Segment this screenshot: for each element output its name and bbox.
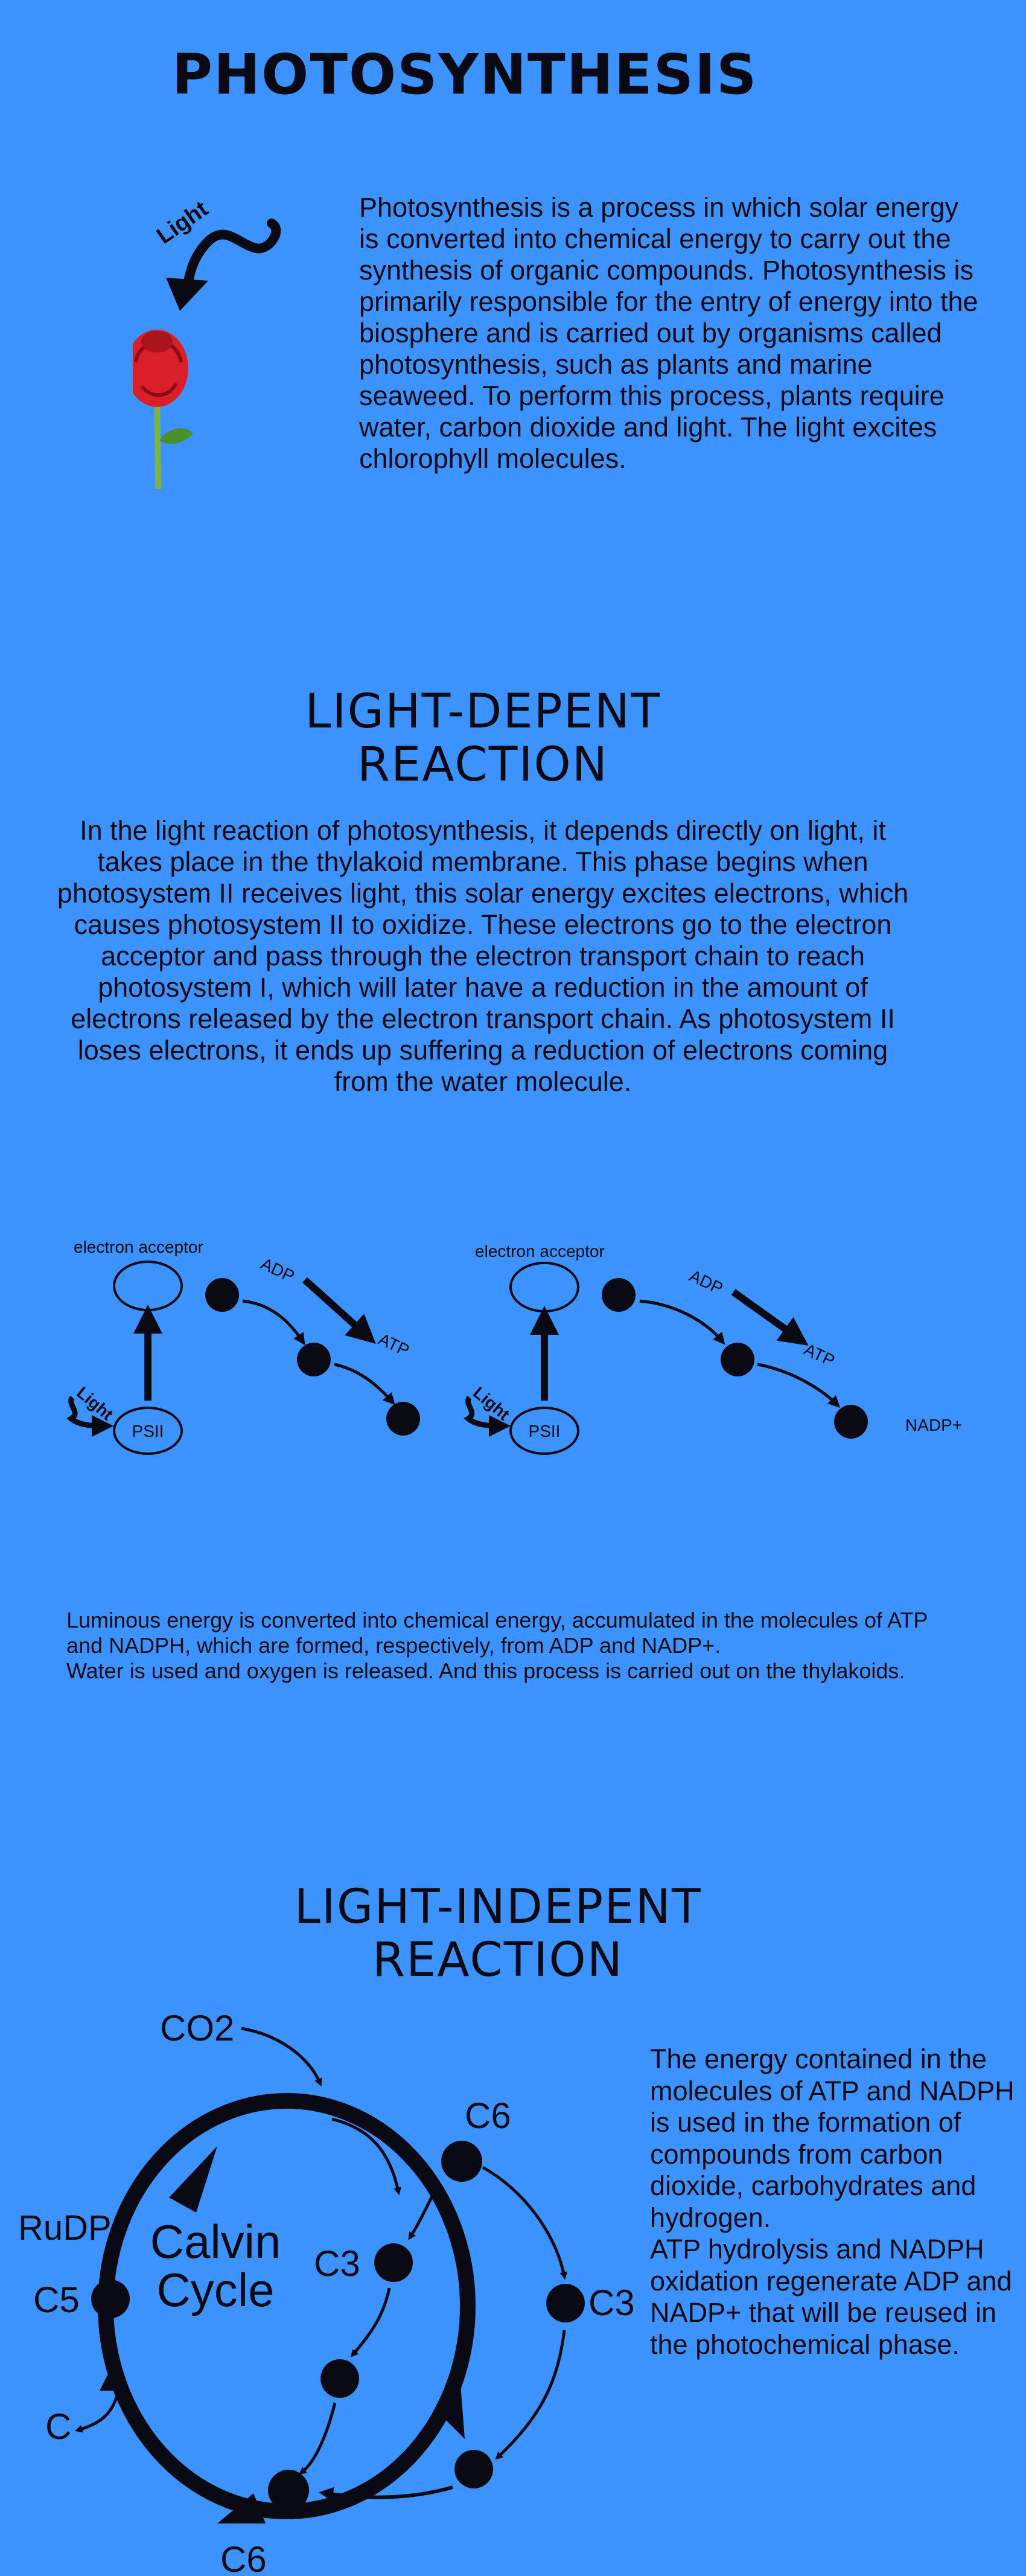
c3-outer-node bbox=[546, 2284, 585, 2322]
electron-acceptor-node bbox=[114, 1262, 182, 1310]
psii-label: PSII bbox=[528, 1422, 561, 1440]
light-label: Light bbox=[470, 1382, 514, 1424]
calvin-label-line1: Calvin bbox=[150, 2215, 281, 2268]
c5-label: C5 bbox=[33, 2280, 80, 2320]
flow-arrow-icon bbox=[410, 2185, 438, 2237]
c-arrow-icon bbox=[78, 2394, 118, 2430]
flow-arrow-icon bbox=[353, 2288, 389, 2354]
flow-arrow-icon bbox=[302, 2403, 335, 2472]
calvin-label-line2: Cycle bbox=[156, 2263, 275, 2316]
atp-label: ATP bbox=[375, 1329, 413, 1360]
light-dependent-paragraph: In the light reaction of photosynthesis, it depends directly on light, it takes place in the thylakoid membrane. This phase begins when photosystem II receives light, this solar energy excites electrons, which causes photosystem II to oxidize. These electrons go to the electron acceptor and pass through the electron transport chain to reach photosystem I, which will later have a reduction in the amount of electrons released by the electron transport chain. As photosystem II loses electrons, it ends up suffering a reduction of electrons coming from the water molecule. bbox=[57, 815, 909, 1097]
light-label: Light bbox=[73, 1382, 117, 1424]
atp-label: ATP bbox=[801, 1340, 838, 1370]
summary-line-2: Water is used and oxygen is released. And this process is carried out on the thylakoids. bbox=[66, 1658, 905, 1683]
electron-carrier-2 bbox=[721, 1343, 754, 1376]
light-independent-title bbox=[211, 1881, 785, 1987]
carrier-arrow-icon bbox=[334, 1364, 391, 1401]
rose-leaf-icon bbox=[159, 428, 193, 444]
electron-carrier-1 bbox=[205, 1278, 239, 1312]
light-dependent-summary bbox=[66, 1608, 942, 1684]
li-text-line-1: The energy contained in the molecules of ATP and NADPH is used in the formation of compounds from carbon dioxide, carbohydrates and hydrogen. bbox=[650, 2044, 1015, 2233]
carrier-arrow-icon bbox=[640, 1301, 721, 1340]
light-dependent-title-line1: LIGHT-DEPENT bbox=[305, 685, 661, 739]
electron-acceptor-node bbox=[511, 1263, 578, 1311]
summary-line-1: Luminous energy is converted into chemical energy, accumulated in the molecules of ATP and NADPH, which are formed, respectively, from ADP and NADP+. bbox=[66, 1608, 928, 1658]
calvin-cycle-diagram bbox=[0, 1992, 646, 2576]
adp-to-atp-arrow-icon bbox=[305, 1280, 365, 1334]
electron-carrier-1 bbox=[602, 1278, 636, 1312]
light-arrowhead-icon bbox=[166, 278, 208, 311]
flow-arrow-icon bbox=[498, 2330, 564, 2457]
li-text-line-2: ATP hydrolysis and NADPH oxidation regenerate ADP and NADP+ that will be reused in the photochemical phase. bbox=[650, 2234, 1012, 2360]
electron-carrier-3 bbox=[386, 1402, 420, 1436]
electron-carrier-3 bbox=[834, 1405, 868, 1439]
light-independent-title-line1: LIGHT-INDEPENT bbox=[294, 1880, 702, 1934]
rudp-label: RuDP bbox=[18, 2208, 112, 2248]
c-label: C bbox=[45, 2406, 72, 2447]
ring-arrowhead-icon bbox=[169, 2146, 217, 2213]
flow-arrow-icon bbox=[483, 2167, 564, 2276]
intro-paragraph: Photosynthesis is a process in which solar energy is converted into chemical energy to carry out the synthesis of organic compounds. Photosynthesis is primarily responsible for the entry of energy into the biosphere and is carried out by organisms called photosynthesis, such as plants and marine seaweed. To perform this process, plants require water, carbon dioxide and light. The light excites chlorophyll molecules. bbox=[359, 192, 978, 474]
rose-illustration bbox=[133, 187, 314, 501]
electron-transport-diagram bbox=[0, 1219, 1026, 1491]
c5-node bbox=[91, 2280, 130, 2318]
carrier-arrow-icon bbox=[243, 1301, 302, 1340]
rose-bud bbox=[141, 331, 173, 353]
light-independent-title-line2: REACTION bbox=[372, 1933, 624, 1987]
light-dependent-title-line2: REACTION bbox=[357, 738, 609, 792]
c3-inner-label: C3 bbox=[314, 2243, 360, 2284]
light-arrow-icon bbox=[187, 223, 276, 287]
electron-carrier-2 bbox=[297, 1343, 331, 1376]
adp-label: ADP bbox=[258, 1254, 298, 1286]
page-title: PHOTOSYNTHESIS bbox=[171, 42, 758, 107]
light-dependent-title bbox=[241, 685, 724, 791]
electron-acceptor-label: electron acceptor bbox=[475, 1242, 605, 1261]
light-independent-paragraph bbox=[650, 2044, 1015, 2360]
co2-arrow-icon bbox=[241, 2028, 320, 2083]
psii-label: PSII bbox=[132, 1422, 164, 1440]
nadp-label: NADP+ bbox=[905, 1416, 963, 1434]
adp-label: ADP bbox=[686, 1266, 726, 1298]
adp-to-atp-arrow-icon bbox=[733, 1292, 797, 1337]
c6-top-node bbox=[441, 2141, 482, 2182]
c3-outer-label: C3 bbox=[588, 2283, 635, 2323]
c6-top-label: C6 bbox=[465, 2095, 511, 2136]
c3-inner-node bbox=[374, 2243, 413, 2282]
carrier-arrow-icon bbox=[757, 1364, 836, 1404]
electron-acceptor-label: electron acceptor bbox=[74, 1238, 203, 1256]
inner-node bbox=[320, 2359, 359, 2398]
c6-bottom-node bbox=[268, 2470, 309, 2511]
light-label: Light bbox=[152, 196, 213, 249]
co2-label: CO2 bbox=[160, 2008, 235, 2048]
c6-bottom-label: C6 bbox=[220, 2539, 267, 2576]
outer-node bbox=[454, 2450, 493, 2488]
